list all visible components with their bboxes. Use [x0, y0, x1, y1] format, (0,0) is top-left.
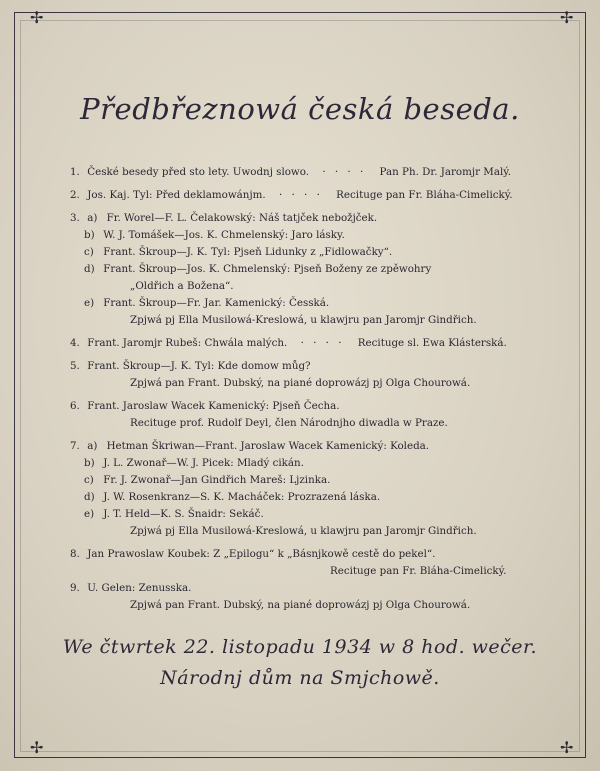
- programme-item-5-performers: [70, 375, 580, 392]
- item-performer: Recituge prof. Rudolf Deyl, člen Národnjho diwadla w Praze.: [130, 417, 448, 429]
- programme-item-4: [70, 335, 580, 352]
- programme-item-3a: [70, 210, 580, 227]
- item-number: 2.: [70, 189, 80, 201]
- item-sub-letter: d): [84, 491, 95, 503]
- item-performer: Recituge sl. Ewa Klásterská.: [357, 337, 507, 349]
- item-sub-letter: c): [84, 474, 94, 486]
- item-text: Jos. Kaj. Tyl: Před deklamowánjm.: [87, 189, 266, 201]
- item-text: České besedy před sto lety. Uwodnj slowo.: [87, 166, 310, 178]
- item-sub-letter: d): [84, 263, 95, 275]
- leader-dots: · · · ·: [300, 337, 345, 349]
- programme-item-2: [70, 187, 580, 204]
- item-text: Jan Prawoslaw Koubek: Z „Epilogu“ k „Básnjkowě cestě do pekel“.: [87, 548, 436, 560]
- corner-ornament-bottom-right-icon: ✢: [560, 738, 574, 757]
- corner-ornament-top-left-icon: ✢: [30, 8, 44, 27]
- programme-item-6-performers: [70, 415, 580, 432]
- item-number: 4.: [70, 337, 80, 349]
- programme-item-3c: [70, 244, 580, 261]
- programme-item-3e: [70, 295, 580, 312]
- event-venue: Národnj dům na Smjchowě.: [160, 667, 440, 689]
- item-text: J. T. Held—K. S. Šnaidr: Sekáč.: [103, 508, 264, 520]
- programme-item-6: [70, 398, 580, 415]
- item-sub-letter: e): [84, 297, 95, 309]
- item-text: „Oldřich a Božena“.: [130, 280, 234, 292]
- item-performer: Pan Ph. Dr. Jaromjr Malý.: [379, 166, 511, 178]
- item-performer: Zpjwá pj Ella Musilowá-Kreslowá, u klawjru pan Jaromjr Gindřich.: [130, 525, 477, 537]
- item-number: 7.: [70, 440, 80, 452]
- corner-ornament-top-right-icon: ✢: [560, 8, 574, 27]
- programme-item-7-performers: [70, 523, 580, 540]
- item-text: Fr. J. Zwonař—Jan Gindřich Mareš: Ljzinka.: [103, 474, 331, 486]
- item-text: U. Gelen: Zenusska.: [87, 582, 192, 594]
- item-sub-letter: c): [84, 246, 94, 258]
- programme-list: [70, 164, 580, 614]
- programme-item-3d: [70, 261, 580, 278]
- item-text: J. L. Zwonař—W. J. Picek: Mladý cikán.: [103, 457, 304, 469]
- item-text: Frant. Škroup—Jos. K. Chmelenský: Pjseň Boženy ze zpěwohry: [103, 263, 432, 275]
- item-sub-letter: b): [84, 229, 95, 241]
- programme-item-1: [70, 164, 580, 181]
- item-performer: Zpjwá pan Frant. Dubský, na piané doprowázj pj Olga Chourowá.: [130, 599, 471, 611]
- programme-item-3-performers: [70, 312, 580, 329]
- programme-item-9-performers: [70, 597, 580, 614]
- corner-ornament-bottom-left-icon: ✢: [30, 738, 44, 757]
- leader-dots: · · · ·: [322, 166, 367, 178]
- item-text: W. J. Tomášek—Jos. K. Chmelenský: Jaro lásky.: [103, 229, 345, 241]
- programme-item-8: [70, 546, 580, 563]
- programme-item-3d-cont: [70, 278, 580, 295]
- item-text: J. W. Rosenkranz—S. K. Macháček: Prozrazená láska.: [103, 491, 381, 503]
- programme-item-7d: [70, 489, 580, 506]
- programme-item-7c: [70, 472, 580, 489]
- programme-item-5: [70, 358, 580, 375]
- programme-item-7a: [70, 438, 580, 455]
- item-number: 1.: [70, 166, 80, 178]
- item-number: 6.: [70, 400, 80, 412]
- programme-item-8-performers: [70, 563, 580, 580]
- poster-title: Předbřeznowá česká beseda.: [80, 92, 520, 126]
- item-text: Frant. Škroup—J. K. Tyl: Pjseň Lidunky z „Fidlowačky“.: [103, 246, 393, 258]
- item-number: 9.: [70, 582, 80, 594]
- leader-dots: · · · ·: [278, 189, 323, 201]
- item-performer: Zpjwá pan Frant. Dubský, na piané doprowázj pj Olga Chourowá.: [130, 377, 471, 389]
- item-text: Fr. Worel—F. L. Čelakowský: Náš tatjček nebožjček.: [106, 212, 378, 224]
- item-text: Frant. Škroup—J. K. Tyl: Kde domow můg?: [87, 360, 311, 372]
- programme-item-3b: [70, 227, 580, 244]
- item-performer: Recituge pan Fr. Bláha-Cimelický.: [336, 189, 513, 201]
- item-text: Frant. Jaroslaw Wacek Kamenický: Pjseň Čecha.: [87, 400, 340, 412]
- event-date-time: We čtwrtek 22. listopadu 1934 w 8 hod. wečer.: [62, 636, 538, 658]
- item-number: 3.: [70, 212, 80, 224]
- item-number: 5.: [70, 360, 80, 372]
- item-sub-letter: a): [87, 440, 98, 452]
- item-performer: Recituge pan Fr. Bláha-Cimelický.: [330, 565, 507, 577]
- programme-item-9: [70, 580, 580, 597]
- item-text: Frant. Jaromjr Rubeš: Chwála malých.: [87, 337, 288, 349]
- item-number: 8.: [70, 548, 80, 560]
- item-text: Hetman Škriwan—Frant. Jaroslaw Wacek Kamenický: Koleda.: [106, 440, 430, 452]
- item-sub-letter: e): [84, 508, 95, 520]
- programme-item-7e: [70, 506, 580, 523]
- programme-item-7b: [70, 455, 580, 472]
- item-sub-letter: a): [87, 212, 98, 224]
- item-text: Frant. Škroup—Fr. Jar. Kamenický: Česská.: [103, 297, 330, 309]
- item-sub-letter: b): [84, 457, 95, 469]
- item-performer: Zpjwá pj Ella Musilowá-Kreslowá, u klawjru pan Jaromjr Gindřich.: [130, 314, 477, 326]
